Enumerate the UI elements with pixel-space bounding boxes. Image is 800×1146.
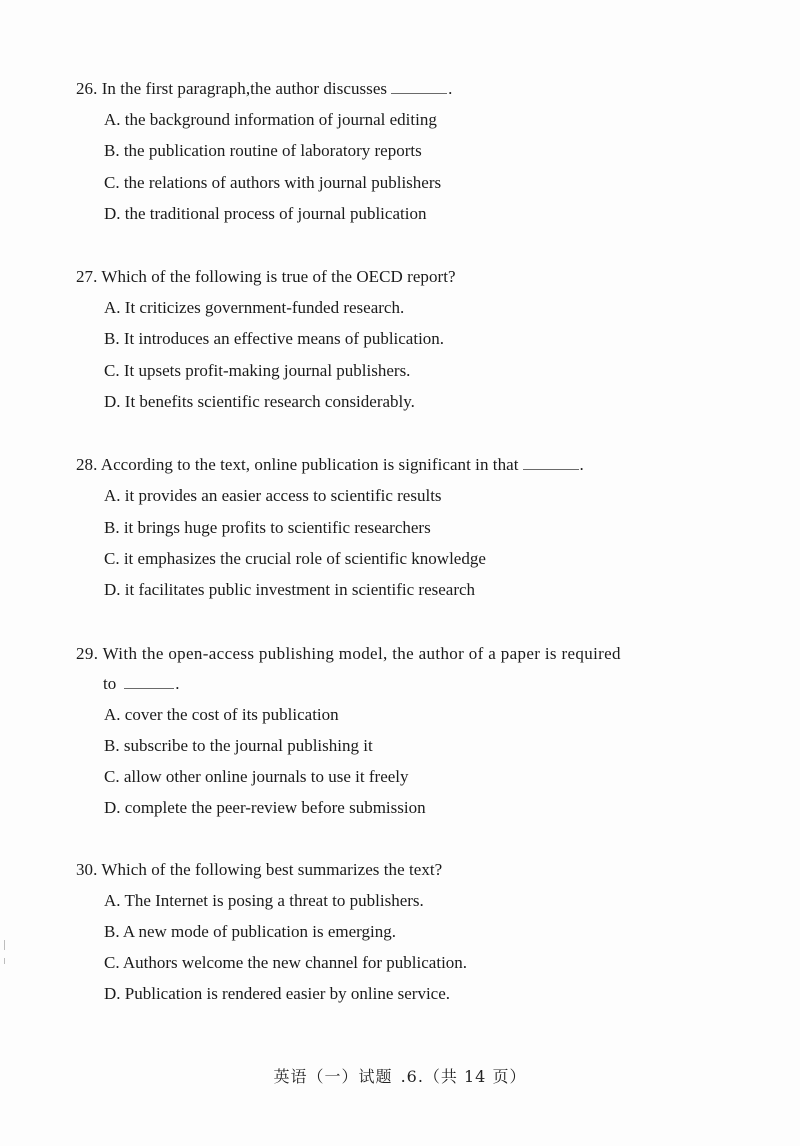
blank-period: . [579,455,584,474]
scan-mark [4,958,5,964]
scan-mark [4,940,5,950]
option-d: D. It benefits scientific research considerably. [104,392,415,411]
exam-title: 英语（一）试题 [273,1067,393,1086]
option-c: C. It upsets profit-making journal publishers. [104,361,411,380]
option-d: D. Publication is rendered easier by online service. [104,984,451,1003]
option-d: D. the traditional process of journal publication [104,204,427,223]
question-stem: 29. With the open-access publishing model, the author of a paper is required [76,644,621,663]
option-c: C. allow other online journals to use it freely [104,767,409,786]
question-stem: 30. Which of the following best summarizes the text? [76,860,443,879]
question-stem [76,79,452,99]
answer-blank [523,455,579,470]
stem-text: 26. In the first paragraph,the author discusses [76,79,388,98]
answer-blank [124,674,174,689]
answer-blank [391,79,447,94]
option-b: B. A new mode of publication is emerging. [104,922,396,941]
option-b: B. It introduces an effective means of publication. [104,329,445,348]
question-stem: 27. Which of the following is true of the OECD report? [76,267,456,286]
option-b: B. subscribe to the journal publishing it [104,736,373,755]
option-a: A. it provides an easier access to scientific results [104,486,442,505]
option-a: A. It criticizes government-funded research. [104,298,405,317]
blank-period: . [448,79,453,98]
option-d: D. it facilitates public investment in scientific research [104,580,476,599]
page-number: .6.（共 14 页） [400,1067,527,1086]
option-c: C. the relations of authors with journal publishers [104,173,442,192]
option-a: A. cover the cost of its publication [104,705,339,724]
option-b: B. it brings huge profits to scientific researchers [104,518,431,537]
option-c: C. it emphasizes the crucial role of scientific knowledge [104,549,486,568]
page-footer [0,1067,800,1087]
option-b: B. the publication routine of laboratory reports [104,141,422,160]
option-a: A. the background information of journal editing [104,110,437,129]
blank-period: . [175,674,180,693]
option-a: A. The Internet is posing a threat to publishers. [104,891,424,910]
option-c: C. Authors welcome the new channel for publication. [104,953,468,972]
option-d: D. complete the peer-review before submission [104,798,426,817]
question-stem [76,455,584,475]
stem-text: 28. According to the text, online publication is significant in that [76,455,519,474]
question-stem-continued [103,674,179,694]
stem-text: to [103,674,117,693]
